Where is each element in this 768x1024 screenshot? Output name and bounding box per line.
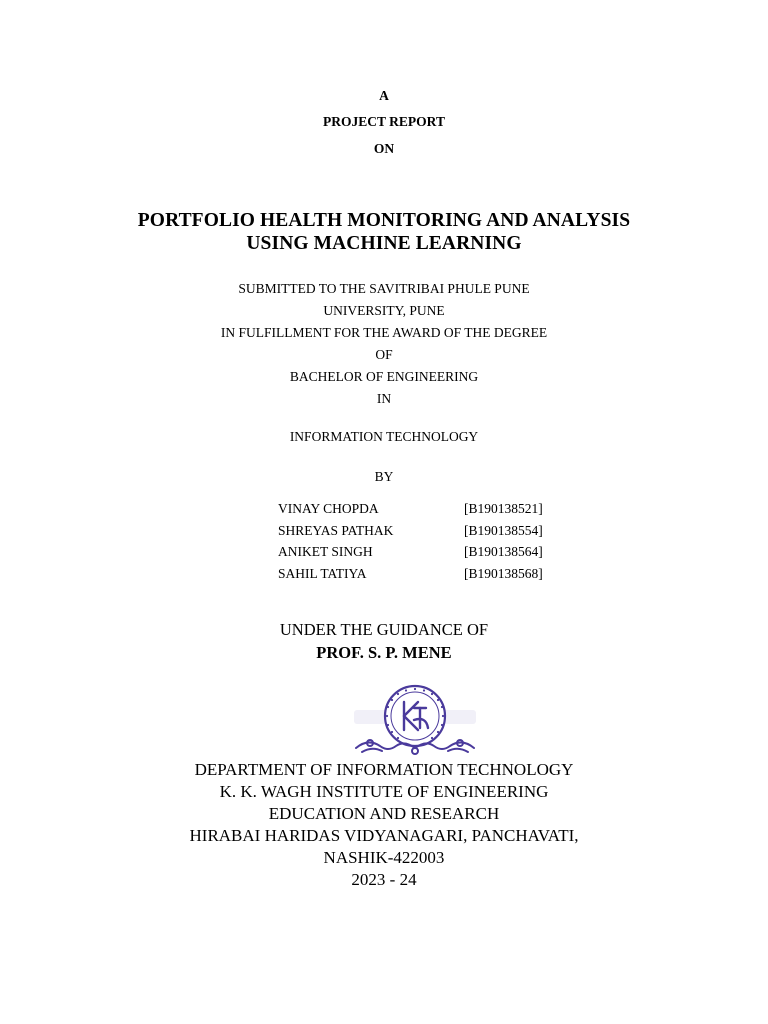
branch-line: INFORMATION TECHNOLOGY [289, 429, 479, 444]
submission-line1: SUBMITTED TO THE SAVITRIBAI PHULE PUNE [238, 281, 530, 296]
team-member-row [0, 544, 768, 564]
team-member-roll: [B190138568] [464, 566, 543, 581]
submission-line4: OF [375, 347, 393, 362]
degree-line: BACHELOR OF ENGINEERING [289, 369, 479, 384]
submission-line2: UNIVERSITY, PUNE [323, 303, 445, 318]
institute-line2: EDUCATION AND RESEARCH [268, 804, 500, 823]
address-line1: HIRABAI HARIDAS VIDYANAGARI, PANCHAVATI, [189, 826, 579, 845]
team-member-roll: [B190138521] [464, 501, 543, 516]
header-on: ON [373, 141, 395, 156]
header-project-report: PROJECT REPORT [323, 114, 445, 129]
guide-name: PROF. S. P. MENE [316, 643, 452, 662]
team-member-row [0, 501, 768, 521]
team-member-row [0, 523, 768, 543]
submission-line6: IN [376, 391, 392, 406]
submission-line3: IN FULFILLMENT FOR THE AWARD OF THE DEGREE [220, 325, 548, 340]
team-member-name: SAHIL TATIYA [278, 566, 367, 581]
header-line-a: A [379, 88, 389, 103]
report-title-line1: PORTFOLIO HEALTH MONITORING AND ANALYSIS [137, 210, 631, 231]
report-title-line2: USING MACHINE LEARNING [246, 233, 522, 254]
department-line: DEPARTMENT OF INFORMATION TECHNOLOGY [194, 760, 574, 779]
team-member-roll: [B190138554] [464, 523, 543, 538]
institute-line1: K. K. WAGH INSTITUTE OF ENGINEERING [219, 782, 549, 801]
by-line: BY [374, 469, 394, 484]
address-line2: NASHIK-422003 [323, 848, 445, 867]
academic-year: 2023 - 24 [351, 870, 417, 889]
institute-emblem-icon [348, 676, 482, 758]
guidance-label: UNDER THE GUIDANCE OF [279, 620, 489, 639]
team-member-roll: [B190138564] [464, 544, 543, 559]
team-member-name: SHREYAS PATHAK [278, 523, 394, 538]
team-member-row [0, 566, 768, 586]
team-member-name: VINAY CHOPDA [278, 501, 379, 516]
team-member-name: ANIKET SINGH [278, 544, 373, 559]
